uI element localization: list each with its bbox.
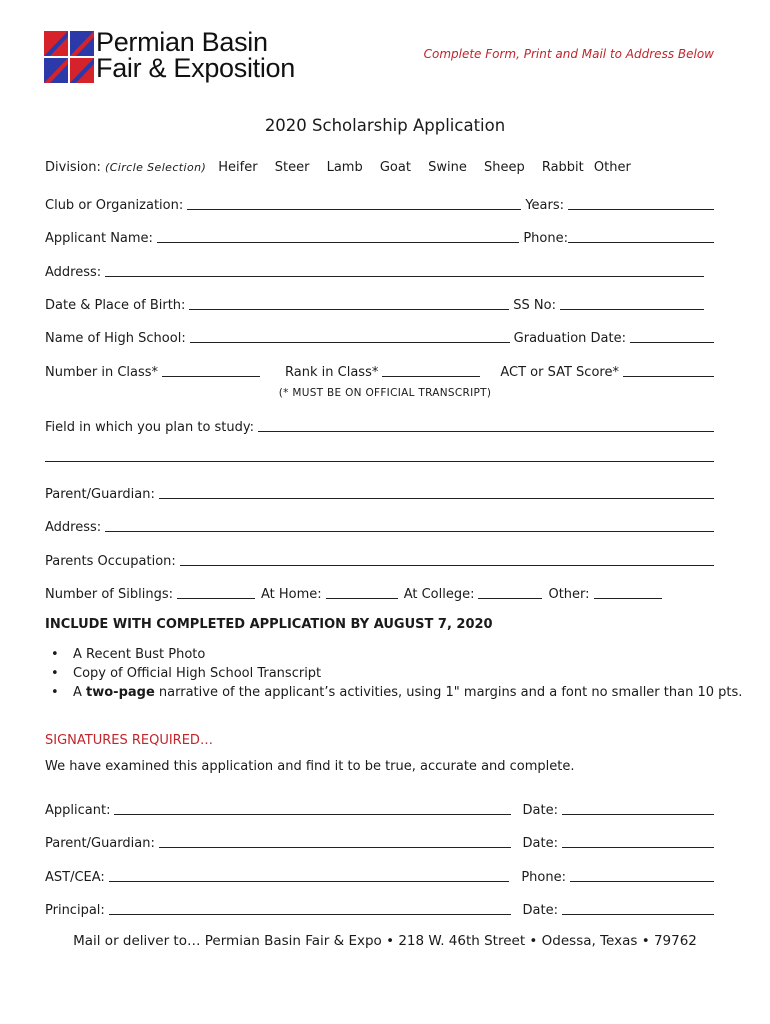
field-of-study-row bbox=[45, 417, 714, 435]
at-home-label: At Home: bbox=[261, 587, 322, 602]
field-of-study-field-2[interactable] bbox=[45, 460, 714, 462]
parent-date-label: Date: bbox=[522, 836, 558, 851]
parent-field[interactable] bbox=[159, 497, 714, 499]
division-option-swine[interactable]: Swine bbox=[428, 160, 467, 175]
address-row bbox=[45, 262, 704, 280]
principal-label: Principal: bbox=[45, 903, 105, 918]
signatures-heading: SIGNATURES REQUIRED… bbox=[45, 733, 213, 748]
requirement-narrative-prefix: A bbox=[73, 685, 87, 700]
address-field[interactable] bbox=[105, 275, 704, 277]
parent-signature-field[interactable] bbox=[159, 846, 511, 848]
occupation-row bbox=[45, 551, 714, 569]
applicant-date-field[interactable] bbox=[562, 813, 714, 815]
division-option-steer[interactable]: Steer bbox=[274, 160, 310, 175]
address-label: Address: bbox=[45, 265, 102, 280]
high-school-label: Name of High School: bbox=[45, 331, 186, 346]
other-field[interactable] bbox=[594, 597, 662, 599]
applicant-signature-field[interactable] bbox=[114, 813, 510, 815]
include-heading: INCLUDE WITH COMPLETED APPLICATION BY AUGUST 7, 2020 bbox=[45, 617, 493, 632]
requirement-photo: A Recent Bust Photo bbox=[73, 647, 206, 662]
years-label: Years: bbox=[525, 198, 564, 213]
act-sat-field[interactable] bbox=[623, 375, 714, 377]
principal-signature-row bbox=[45, 900, 714, 918]
division-option-sheep[interactable]: Sheep bbox=[483, 160, 525, 175]
siblings-row bbox=[45, 584, 662, 602]
list-item bbox=[45, 683, 742, 702]
applicant-name-field[interactable] bbox=[157, 241, 519, 243]
logo-line-2: Fair & Exposition bbox=[96, 53, 295, 83]
mailing-address: Mail or deliver to… Permian Basin Fair & Expo • 218 W. 46th Street • Odessa, Texas • 79762 bbox=[73, 933, 697, 949]
division-option-goat[interactable]: Goat bbox=[379, 160, 411, 175]
ast-cea-field[interactable] bbox=[109, 880, 510, 882]
parent-signature-row bbox=[45, 833, 714, 851]
high-school-field[interactable] bbox=[190, 341, 510, 343]
dob-row bbox=[45, 295, 704, 313]
parent-label: Parent/Guardian: bbox=[45, 487, 155, 502]
instructions-note: Complete Form, Print and Mail to Address Below bbox=[423, 47, 714, 61]
other-label: Other: bbox=[548, 587, 590, 602]
occupation-label: Parents Occupation: bbox=[45, 554, 176, 569]
applicant-row bbox=[45, 228, 714, 246]
dob-label: Date & Place of Birth: bbox=[45, 298, 186, 313]
club-label: Club or Organization: bbox=[45, 198, 184, 213]
division-selection bbox=[45, 160, 644, 175]
dob-field[interactable] bbox=[189, 308, 509, 310]
parent-date-field[interactable] bbox=[562, 846, 714, 848]
occupation-field[interactable] bbox=[180, 564, 714, 566]
years-field[interactable] bbox=[568, 208, 714, 210]
phone-field[interactable] bbox=[568, 241, 714, 243]
at-home-field[interactable] bbox=[326, 597, 398, 599]
phone-label: Phone: bbox=[523, 231, 568, 246]
parent-address-label: Address: bbox=[45, 520, 102, 535]
page-title: 2020 Scholarship Application bbox=[264, 116, 506, 135]
logo-line-1: Permian Basin bbox=[96, 27, 268, 57]
requirement-narrative-suffix: narrative of the applicant’s activities, using 1" margins and a font no smaller than 10 pts. bbox=[154, 685, 743, 700]
ast-cea-signature-row bbox=[45, 867, 714, 885]
field-of-study-label: Field in which you plan to study: bbox=[45, 420, 255, 435]
requirement-transcript: Copy of Official High School Transcript bbox=[73, 666, 322, 681]
applicant-name-label: Applicant Name: bbox=[45, 231, 153, 246]
field-of-study-field[interactable] bbox=[258, 430, 714, 432]
siblings-label: Number of Siblings: bbox=[45, 587, 174, 602]
division-option-rabbit[interactable]: Rabbit bbox=[541, 160, 584, 175]
act-sat-label: ACT or SAT Score* bbox=[500, 365, 619, 380]
principal-date-label: Date: bbox=[522, 903, 558, 918]
applicant-signature-label: Applicant: bbox=[45, 803, 111, 818]
parent-row bbox=[45, 484, 714, 502]
principal-date-field[interactable] bbox=[562, 913, 714, 915]
transcript-note: (* MUST BE ON OFFICIAL TRANSCRIPT) bbox=[278, 387, 492, 399]
high-school-row bbox=[45, 328, 714, 346]
ssn-field[interactable] bbox=[560, 308, 704, 310]
requirement-narrative-bold: two-page bbox=[86, 685, 155, 700]
parent-signature-label: Parent/Guardian: bbox=[45, 836, 155, 851]
logo-mark-icon bbox=[44, 31, 94, 83]
rank-in-class-field[interactable] bbox=[382, 375, 480, 377]
ast-cea-phone-field[interactable] bbox=[570, 880, 714, 882]
graduation-field[interactable] bbox=[630, 341, 714, 343]
class-stats-row bbox=[45, 362, 714, 380]
club-row bbox=[45, 195, 714, 213]
division-hint: (Circle Selection) bbox=[105, 161, 207, 174]
principal-field[interactable] bbox=[109, 913, 511, 915]
declaration-text: We have examined this application and find it to be true, accurate and complete. bbox=[45, 759, 575, 774]
at-college-field[interactable] bbox=[478, 597, 542, 599]
siblings-field[interactable] bbox=[177, 597, 255, 599]
division-option-other[interactable]: Other bbox=[593, 160, 631, 175]
at-college-label: At College: bbox=[403, 587, 475, 602]
list-item bbox=[45, 664, 742, 683]
number-in-class-label: Number in Class* bbox=[45, 365, 159, 380]
club-field[interactable] bbox=[187, 208, 521, 210]
division-option-heifer[interactable]: Heifer bbox=[218, 160, 258, 175]
graduation-label: Graduation Date: bbox=[513, 331, 626, 346]
applicant-date-label: Date: bbox=[522, 803, 558, 818]
ast-cea-phone-label: Phone: bbox=[521, 870, 566, 885]
ast-cea-label: AST/CEA: bbox=[45, 870, 105, 885]
field-of-study-row-2 bbox=[45, 447, 714, 465]
ssn-label: SS No: bbox=[513, 298, 556, 313]
number-in-class-field[interactable] bbox=[162, 375, 260, 377]
list-item bbox=[45, 645, 742, 664]
division-option-lamb[interactable]: Lamb bbox=[326, 160, 363, 175]
rank-in-class-label: Rank in Class* bbox=[285, 365, 379, 380]
parent-address-row bbox=[45, 517, 714, 535]
parent-address-field[interactable] bbox=[105, 530, 714, 532]
fair-logo bbox=[44, 27, 334, 84]
requirements-list bbox=[45, 645, 742, 702]
applicant-signature-row bbox=[45, 800, 714, 818]
division-label: Division: bbox=[45, 160, 101, 175]
